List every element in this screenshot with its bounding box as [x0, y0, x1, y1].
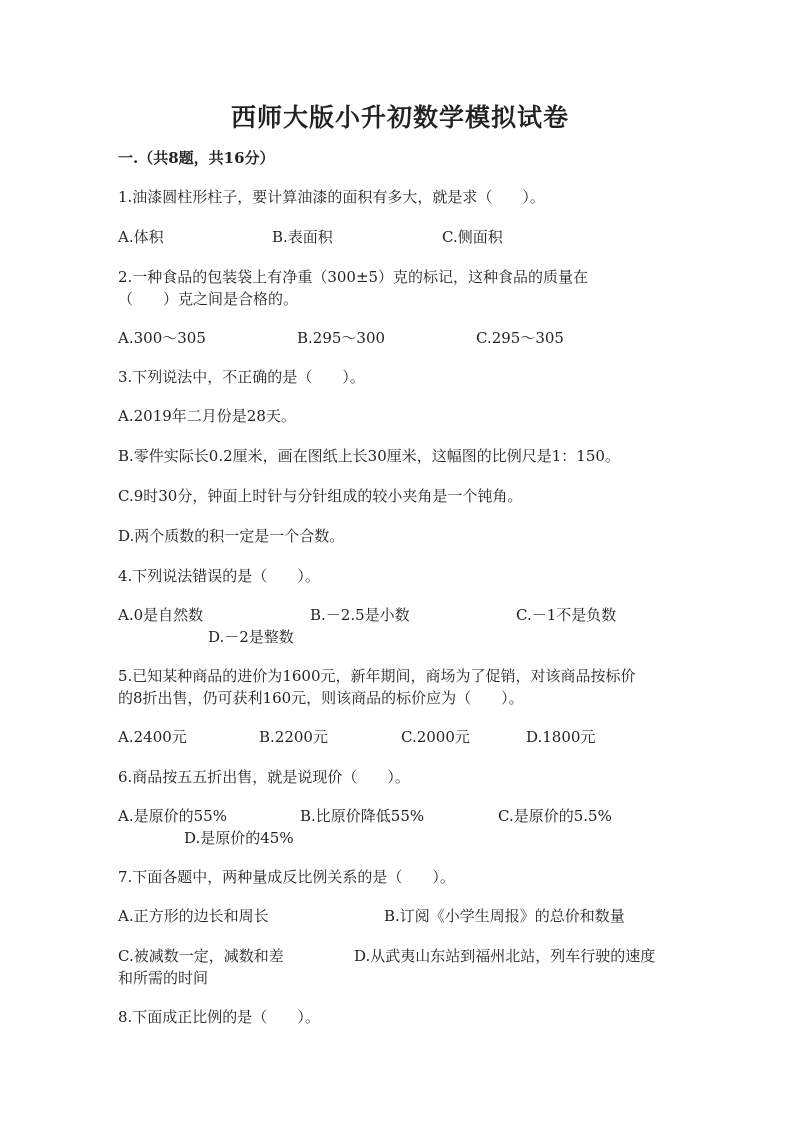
question-7-option-d-continued: 和所需的时间: [118, 969, 209, 987]
question-7-text: 7.下面各题中，两种量成反比例关系的是（ ）。: [118, 868, 455, 886]
question-4-option-d: D.－2是整数: [208, 628, 294, 646]
question-1-text: 1.油漆圆柱形柱子，要计算油漆的面积有多大，就是求（ ）。: [118, 188, 545, 206]
section-title: 一.（共8题，共16分）: [118, 149, 275, 167]
page-title: 西师大版小升初数学模拟试卷: [230, 103, 569, 132]
question-5-option-d: D.1800元: [526, 728, 596, 746]
question-4-text: 4.下列说法错误的是（ ）。: [118, 567, 320, 585]
question-7-option-b: B.订阅《小学生周报》的总价和数量: [384, 907, 625, 925]
question-5-option-c: C.2000元: [401, 728, 470, 746]
question-2-text-line2: （ ）克之间是合格的。: [118, 290, 299, 308]
question-6-option-c: C.是原价的5.5%: [498, 807, 612, 825]
question-5-text-line2: 的8折出售，仍可获利160元，则该商品的标价应为（ ）。: [118, 689, 524, 707]
question-6-option-a: A.是原价的55%: [118, 807, 227, 825]
question-3-option-d: D.两个质数的积一定是一个合数。: [118, 527, 345, 545]
question-5-option-b: B.2200元: [259, 728, 328, 746]
question-7-option-d: D.从武夷山东站到福州北站，列车行驶的速度: [354, 947, 656, 965]
question-1-option-c: C.侧面积: [442, 228, 503, 246]
question-8-text: 8.下面成正比例的是（ ）。: [118, 1008, 320, 1026]
question-6-option-b: B.比原价降低55%: [300, 807, 425, 825]
question-1-option-b: B.表面积: [272, 228, 333, 246]
question-6-text: 6.商品按五五折出售，就是说现价（ ）。: [118, 768, 410, 786]
question-7-option-c: C.被减数一定，减数和差: [118, 947, 284, 965]
question-2-text-line1: 2.一种食品的包装袋上有净重（300±5）克的标记，这种食品的质量在: [118, 268, 589, 286]
question-6-option-d: D.是原价的45%: [184, 829, 294, 847]
question-7-option-a: A.正方形的边长和周长: [118, 907, 269, 925]
question-2-option-c: C.295～305: [476, 329, 564, 347]
question-4-option-a: A.0是自然数: [118, 606, 204, 624]
question-1-option-a: A.体积: [118, 228, 164, 246]
question-5-option-a: A.2400元: [118, 728, 187, 746]
question-3-option-a: A.2019年二月份是28天。: [118, 407, 296, 425]
question-2-option-b: B.295～300: [297, 329, 386, 347]
question-3-text: 3.下列说法中，不正确的是（ ）。: [118, 368, 365, 386]
question-3-option-c: C.9时30分，钟面上时针与分针组成的较小夹角是一个钝角。: [118, 487, 523, 505]
question-2-option-a: A.300～305: [118, 329, 206, 347]
question-4-option-c: C.－1不是负数: [516, 606, 617, 624]
question-4-option-b: B.－2.5是小数: [310, 606, 410, 624]
question-5-text-line1: 5.已知某种商品的进价为1600元，新年期间，商场为了促销，对该商品按标价: [118, 667, 636, 685]
question-3-option-b: B.零件实际长0.2厘米，画在图纸上长30厘米，这幅图的比例尺是1：150。: [118, 447, 620, 465]
